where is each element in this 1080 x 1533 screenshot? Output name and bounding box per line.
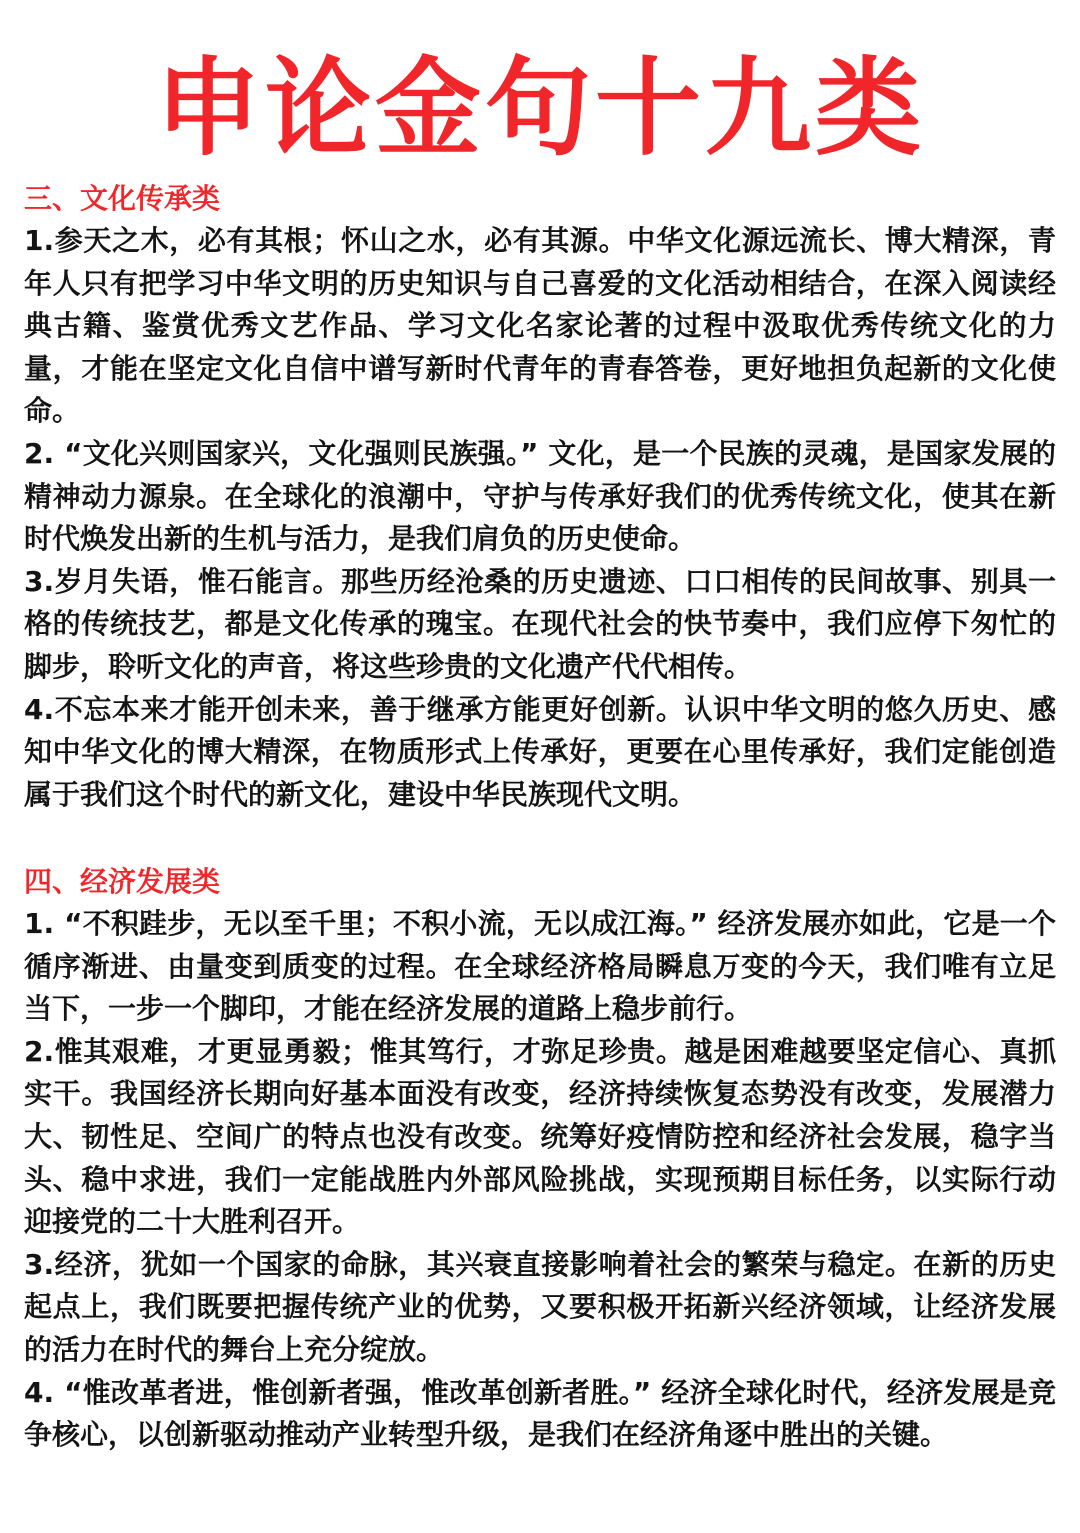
section-heading: 三、文化传承类 xyxy=(24,182,221,215)
quote-paragraph: 3.经济，犹如一个国家的命脉，其兴衰直接影响着社会的繁荣与稳定。在新的历史起点上，我们既要把握传统产业的优势，又要积极开拓新兴经济领域，让经济发展的活力在时代的舞台上充分绽放。 xyxy=(24,1247,1056,1366)
quote-paragraph: 4.不忘本来才能开创未来，善于继承方能更好创新。认识中华文明的悠久历史、感知中华文化的博大精深，在物质形式上传承好，更要在心里传承好，我们定能创造属于我们这个时代的新文化，建设中华民族现代文明。 xyxy=(24,692,1056,811)
section-culture-heritage xyxy=(24,178,1056,816)
quote-paragraph: 4. “惟改革者进，惟创新者强，惟改革创新者胜。” 经济全球化时代，经济发展是竞争核心，以创新驱动推动产业转型升级，是我们在经济角逐中胜出的关键。 xyxy=(24,1375,1056,1452)
page-title: 申论金句十九类 xyxy=(155,47,925,170)
section-economic-development xyxy=(24,861,1056,1457)
section-heading: 四、经济发展类 xyxy=(24,865,221,898)
quote-paragraph: 1. “不积跬步，无以至千里；不积小流，无以成江海。” 经济发展亦如此，它是一个循序渐进、由量变到质变的过程。在全球经济格局瞬息万变的今天，我们唯有立足当下，一步一个脚印，才能在经济发展的道路上稳步前行。 xyxy=(24,907,1056,1026)
quote-paragraph: 2. “文化兴则国家兴，文化强则民族强。” 文化，是一个民族的灵魂，是国家发展的精神动力源泉。在全球化的浪潮中，守护与传承好我们的优秀传统文化，使其在新时代焕发出新的生机与活力，是我们肩负的历史使命。 xyxy=(24,436,1056,556)
quote-paragraph: 3.岁月失语，惟石能言。那些历经沧桑的历史遗迹、口口相传的民间故事、别具一格的传统技艺，都是文化传承的瑰宝。在现代社会的快节奏中，我们应停下匆忙的脚步，聆听文化的声音，将这些珍贵的文化遗产代代相传。 xyxy=(24,564,1056,683)
quote-paragraph: 2.惟其艰难，才更显勇毅；惟其笃行，才弥足珍贵。越是困难越要坚定信心、真抓实干。我国经济长期向好基本面没有改变，经济持续恢复态势没有改变，发展潜力大、韧性足、空间广的特点也没有改变。统筹好疫情防控和经济社会发展，稳字当头、稳中求进，我们一定能战胜内外部风险挑战，实现预期目标任务，以实际行动迎接党的二十大胜利召开。 xyxy=(24,1034,1056,1239)
quote-paragraph: 1.参天之木，必有其根；怀山之水，必有其源。中华文化源远流长、博大精深，青年人只有把学习中华文明的历史知识与自己喜爱的文化活动相结合，在深入阅读经典古籍、鉴赏优秀文艺作品、学习文化名家论著的过程中汲取优秀传统文化的力量，才能在坚定文化自信中谱写新时代青年的青春答卷，更好地担负起新的文化使命。 xyxy=(24,224,1056,428)
